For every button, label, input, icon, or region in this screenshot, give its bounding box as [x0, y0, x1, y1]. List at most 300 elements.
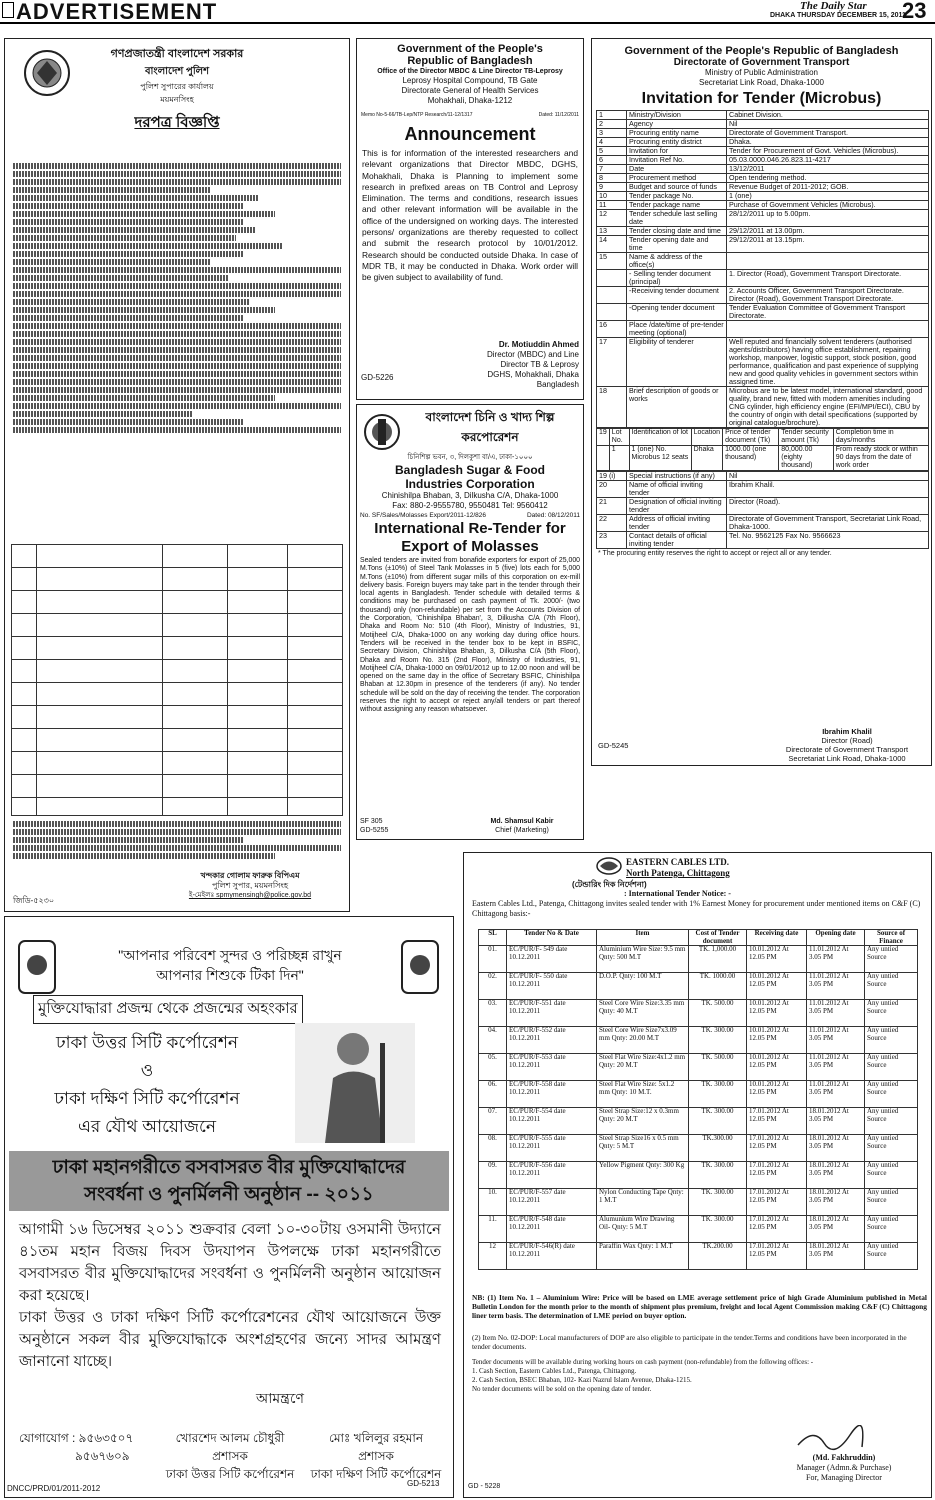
row-value: 1. Director (Road), Government Transport Directorate.: [727, 270, 929, 287]
row-value: Tender for Procurement of Govt. Vehicles (Microbus).: [727, 147, 929, 156]
row-value: 29/12/2011 at 13.00pm.: [727, 227, 929, 236]
table-header-cell: Source of Finance: [865, 930, 918, 946]
bsfic-ref-no: No. SF/Sales/Molasses Export/2011-12/826: [360, 512, 486, 519]
table-cell: 18.01.2012 At 3.05 PM: [807, 1108, 865, 1135]
table-cell: Steel Strap Size:12 x 0.3mm Qnty: 20 M.T: [597, 1108, 689, 1135]
table-cell: Any untied Source: [865, 1054, 918, 1081]
row-number: 2: [597, 120, 627, 129]
mbdc-code: GD-5226: [361, 373, 394, 382]
page-header: [0, 0, 935, 24]
table-cell: Location: [691, 429, 722, 446]
table-cell: 01.: [479, 946, 507, 973]
cables-sign-for: For, Managing Director: [806, 1473, 882, 1482]
transport-sign-line: Directorate of Government Transport: [785, 745, 909, 754]
transport-note-text: The procuring entity reserves the right to accept or reject all or any tender.: [602, 550, 832, 557]
cables-bn-note: (টেন্ডারিং দিক নির্দেশনা): [572, 880, 647, 889]
table-row: [479, 1054, 918, 1081]
cables-bullets: [472, 1358, 927, 1394]
bsfic-body: Sealed tenders are invited from bonafide exporters for export of 25,000 M.Tons (±10%) of Steel Tank Molasses in 5 (five) lots each for 5,000 M.Tons (±10%) from different sugar mills of this corporation on ex-mill delivery basis. Foreign buyers may take part in the tender through their local agents in Bangladesh. Tender schedule with detailed terms & conditions may be purchased on cash payment of Tk. 2000/- (two thousand) only (non-refundable) per set from the Accounts Division of the Corporation, 'Chinishilpa Bhaban', 3, Dilkusha C/A (7th Floor), Dhaka and Room No: 510 (4th Floor), Ministry of Industries, 91, Motijheel C/A, Dhaka-1000 on any working day during office hours. Tenders will be received in the tender box to be kept in BSFIC, Secretary Division, Chinishilpa Bhaban, 3, Dilkusha C/A (5th Floor), Dhaka and Room No. 315 (2nd Floor), Ministry of Industries, 91, Motijheel C/A, Dhaka-1000 on 09/01/2012 up to 12.00 noon and will be opened on the same day in the office of Secretary BSFIC, Chinishilpa Bhaban at 12.30pm in presence of the tenderers (if any). No tender schedule will be sold on the day of receiving the tender. The corporation reserves the right to accept or reject any/all tenders or part thereof without assigning any reason whatsoever.: [360, 557, 580, 714]
dncc-and: ও: [140, 1061, 154, 1080]
bsfic-name-1: Bangladesh Sugar & Food: [394, 463, 545, 477]
table-cell: Any untied Source: [865, 973, 918, 1000]
table-cell: 10.01.2012 At 12.05 PM: [747, 1081, 807, 1108]
table-cell: 11.01.2012 At 3.05 PM: [807, 1054, 865, 1081]
bsfic-name-2: Industries Corporation: [405, 477, 535, 491]
row-field: Address of official inviting tender: [627, 515, 727, 532]
tender-row: [597, 253, 929, 270]
table-header-cell: Receiving date: [747, 930, 807, 946]
table-header-cell: Opening date: [807, 930, 865, 946]
table-row: [479, 1081, 918, 1108]
row-field: Date: [627, 165, 727, 174]
row-number: 9: [597, 183, 627, 192]
table-cell: 18.01.2012 At 3.05 PM: [807, 1189, 865, 1216]
police-tender-title: দরপত্র বিজ্ঞপ্তি: [134, 114, 220, 131]
mbdc-body: This is for information of the interested researchers and relevant organizations that Director MBDC, DGHS, Mohakhali, Dhaka is Planning to implement some research in prefixed areas on TB Control and Leprosy Elimination. The terms and conditions, research issues and other relevant information will be available in the office of the undersigned on working days. The interested persons/ organizations are thereby requested to collect and submit the research protocol by 10/01/2012. Research should be conducted outside Dhaka. In case of MDR TB, it may be conducted in Dhaka. Work order will be given subject to availability of fund.: [362, 148, 578, 283]
eastern-cables-logo-icon: [596, 857, 622, 875]
transport-tender-table: [596, 110, 929, 428]
bsfic-dated: Dated: 08/12/2011: [526, 512, 580, 519]
bsfic-bn-name-1: বাংলাদেশ চিনি ও খাদ্য শিল্প: [425, 410, 555, 424]
bsfic-codes: [360, 817, 388, 835]
tender-row: [597, 338, 929, 387]
police-govt-line: গণপ্রজাতন্ত্রী বাংলাদেশ সরকার: [110, 48, 244, 60]
row-number: [597, 270, 627, 287]
row-number: 22: [597, 515, 627, 532]
table-row: [479, 1162, 918, 1189]
table-cell: 11.01.2012 At 3.05 PM: [807, 1081, 865, 1108]
cables-code: GD - 5228: [468, 1483, 501, 1490]
table-cell: 17.01.2012 At 12.05 PM: [747, 1243, 807, 1270]
table-cell: EC/PUR/F-548 date 10.12.2011: [507, 1216, 597, 1243]
police-code: জিডি-৫২৩০: [13, 896, 55, 905]
row-value: 2. Accounts Officer, Government Transport Directorate. Director (Road), Government Transport Directorate.: [727, 287, 929, 304]
police-sign-name: খন্দকার গোলাম ফারুক বিপিএম: [200, 871, 300, 880]
row-value: Director (Road).: [727, 498, 929, 515]
table-cell: Identification of lot: [629, 429, 691, 446]
table-cell: Nylon Conducting Tape Qnty: 1 M.T: [597, 1189, 689, 1216]
table-row: [479, 1189, 918, 1216]
table-cell: Any untied Source: [865, 1216, 918, 1243]
row-field: Agency: [627, 120, 727, 129]
table-header-cell: Item: [597, 930, 689, 946]
table-cell: 18.01.2012 At 3.05 PM: [807, 1135, 865, 1162]
table-cell: Aluminium Wire Size: 9.5 mm Qnty: 500 M.T: [597, 946, 689, 973]
bsfic-fax: Fax: 880-2-9555780, 9550481 Tel: 9560412: [392, 501, 548, 510]
row-number: 21: [597, 498, 627, 515]
table-cell: Dhaka: [691, 446, 722, 471]
table-cell: 19: [597, 429, 610, 446]
row-field: Place /date/time of pre-tender meeting (optional): [627, 321, 727, 338]
row-field: Invitation for: [627, 147, 727, 156]
table-header-cell: Tender No & Date: [507, 930, 597, 946]
row-value: Revenue Budget of 2011-2012; GOB.: [727, 183, 929, 192]
mbdc-address-3: Mohakhali, Dhaka-1212: [427, 96, 513, 105]
dateline: DHAKA THURSDAY DECEMBER 15, 2011: [770, 12, 906, 19]
row-value: 29/12/2011 at 13.15pm.: [727, 236, 929, 253]
dncc-sign-south-org: ঢাকা দক্ষিণ সিটি কর্পোরেশন: [310, 1467, 442, 1481]
table-cell: 10.01.2012 At 12.05 PM: [747, 1027, 807, 1054]
cables-bullet-3: 2. Cash Section, BSEC Bhaban, 102- Kazi Nazrul Islam Avenue, Dhaka-1215.: [472, 1376, 692, 1384]
row-number: 10: [597, 192, 627, 201]
row-value: Tel. No. 9562125 Fax No. 9566623: [727, 532, 929, 549]
bsfic-bn-address: চিনিশিল্প ভবন, ৩, দিলকুশা বা/এ, ঢাকা-১০০০: [407, 454, 533, 461]
table-cell: Price of tender document (Tk): [723, 429, 779, 446]
row-field: Procuring entity district: [627, 138, 727, 147]
table-cell: Lot No.: [609, 429, 629, 446]
police-sign-title: পুলিশ সুপার, ময়মনসিংহ: [211, 881, 289, 890]
table-row: [479, 1027, 918, 1054]
table-cell: TK. 300.00: [689, 1162, 747, 1189]
table-cell: 06.: [479, 1081, 507, 1108]
tender-row: [597, 481, 929, 498]
dncc-banner-line-2: সংবর্ধনা ও পুনর্মিলনী অনুষ্ঠান -- ২০১১: [84, 1184, 374, 1205]
bsfic-sf-code: SF 305: [360, 818, 383, 825]
table-row: [479, 1000, 918, 1027]
transport-address: Secretariat Link Road, Dhaka-1000: [699, 78, 824, 87]
row-field: Tender package No.: [627, 192, 727, 201]
cables-bullet-4: No tender documents will be sold on the opening date of tender.: [472, 1385, 652, 1393]
mbdc-address-2: Directorate General of Health Services: [401, 86, 539, 95]
table-cell: 11.01.2012 At 3.05 PM: [807, 946, 865, 973]
mbdc-sign-name: Dr. Motiuddin Ahmed: [498, 340, 579, 349]
row-field: Brief description of goods or works: [627, 387, 727, 428]
row-value: Open tendering method.: [727, 174, 929, 183]
table-cell: 03.: [479, 1000, 507, 1027]
row-field: Tender package name: [627, 201, 727, 210]
cables-bullet-2: 1. Cash Section, Eastern Cables Ltd., Patenga, Chittagong.: [472, 1367, 637, 1375]
cables-nb-2: (2) Item No. 02-DOP: Local manufacturers of DOP are also eligible to participate in the tender.Terms and conditions have been incorporated in the tender documents.: [472, 1333, 907, 1351]
row-value: [727, 321, 929, 338]
table-cell: Any untied Source: [865, 1000, 918, 1027]
mbdc-sign-line: Director TB & Leprosy: [500, 360, 579, 369]
tender-row: [597, 515, 929, 532]
cables-signature: [764, 1453, 924, 1483]
dncc-banner-line-1: ঢাকা মহানগরীতে বসবাসরত বীর মুক্তিযোদ্ধাদের: [52, 1157, 406, 1178]
row-number: 1: [597, 111, 627, 120]
transport-tender-table-2: [596, 471, 929, 549]
row-number: 18: [597, 387, 627, 428]
table-cell: TK.300.00: [689, 1135, 747, 1162]
table-cell: EC/PUR/F-551 date 10.12.2011: [507, 1000, 597, 1027]
table-cell: TK. 300.00: [689, 1027, 747, 1054]
row-value: 05.03.0000.046.26.823.11-4217: [727, 156, 929, 165]
dncc-para-2: ঢাকা উত্তর ও ঢাকা দক্ষিণ সিটি কর্পোরেশনের যৌথ আয়োজনে উক্ত অনুষ্ঠানে সকল বীর মুক্তিযোদ্ধাকে অংশগ্রহণের জন্যে সাদর আমন্ত্রণ জানানো যাচ্ছে।: [19, 1309, 441, 1370]
table-cell: 10.01.2012 At 12.05 PM: [747, 1000, 807, 1027]
table-cell: Any untied Source: [865, 1027, 918, 1054]
table-cell: 17.01.2012 At 12.05 PM: [747, 1162, 807, 1189]
bsfic-molasses-ad: [356, 404, 584, 840]
table-cell: Steel Flat Wire Size: 5x1.2 mm Qnty: 10 M.T.: [597, 1081, 689, 1108]
table-cell: Any untied Source: [865, 1135, 918, 1162]
bsfic-address: Chinishilpa Bhaban, 3, Dilkusha C/A, Dhaka-1000: [381, 491, 559, 500]
masthead-logo: [2, 2, 14, 18]
dncc-code: GD-5213: [407, 1479, 440, 1488]
police-org-line: বাংলাদেশ পুলিশ: [144, 66, 210, 77]
table-cell: EC/PUR/F- 549 date 10.12.2011: [507, 946, 597, 973]
dncc-emblem-left-icon: [17, 939, 57, 995]
table-cell: EC/PUR/F-546(R) date 10.12.2011: [507, 1243, 597, 1270]
dncc-sign-south-name: মোঃ খলিলুর রহমান: [328, 1431, 424, 1445]
transport-lot-table: [596, 428, 929, 471]
transport-sign-line: Director (Road): [821, 736, 873, 745]
row-value: Ibrahim Khalil.: [727, 481, 929, 498]
table-row: [479, 946, 918, 973]
police-email: ই-মেইলঃ spmymensingh@police.gov.bd: [188, 892, 312, 899]
mbdc-sign-line: Bangladesh: [536, 380, 579, 389]
table-cell: TK. 500.00: [689, 1054, 747, 1081]
row-number: [597, 304, 627, 321]
table-cell: D.O.P. Qnty: 100 M.T: [597, 973, 689, 1000]
bsfic-signature: [467, 817, 577, 835]
table-cell: 10.01.2012 At 12.05 PM: [747, 1054, 807, 1081]
row-value: Well reputed and financially solvent tenderers (authorised agents/distributors) having office establishment, repairing workshop, manpower, logistic support, stock position, good performance, qualification and past experience of supplying new and good quality vehicles in government sectors within assigned time.: [727, 338, 929, 387]
transport-sign-name: Ibrahim Khalil: [822, 727, 872, 736]
row-field: Special instructions (if any): [627, 472, 727, 481]
eastern-cables-ad: [463, 852, 932, 1498]
lot-table-row: [597, 446, 929, 471]
police-footer-notes: [13, 819, 341, 869]
table-cell: 10.01.2012 At 12.05 PM: [747, 946, 807, 973]
row-field: Eligibility of tenderer: [627, 338, 727, 387]
dncc-contact-2: ৯৫৬৭৬০৯: [75, 1449, 130, 1463]
dncc-invite: আমন্ত্রণে: [256, 1390, 304, 1406]
row-value: Tender Evaluation Committee of Government Transport Directorate.: [727, 304, 929, 321]
cables-signature-scribble: [794, 1425, 864, 1453]
row-field: - Selling tender document (principal): [627, 270, 727, 287]
tender-row: [597, 287, 929, 304]
row-number: 6: [597, 156, 627, 165]
row-number: 7: [597, 165, 627, 174]
table-cell: 18.01.2012 At 3.05 PM: [807, 1162, 865, 1189]
table-cell: EC/PUR/F-553 date 10.12.2011: [507, 1054, 597, 1081]
row-field: -Receiving tender document: [627, 287, 727, 304]
row-number: 8: [597, 174, 627, 183]
bsfic-logo-icon: [363, 413, 401, 451]
row-field: Procurement method: [627, 174, 727, 183]
tender-row: [597, 321, 929, 338]
cables-bullet-1: Tender documents will be available during working hours on cash payment (non-refundable) from the following offices: -: [472, 1358, 814, 1366]
dncc-celebration-ad: [4, 916, 454, 1498]
dncc-contact: [19, 1429, 133, 1465]
table-cell: Paraffin Wax Qnty: 1 M.T: [597, 1243, 689, 1270]
table-cell: Completion time in days/months: [833, 429, 928, 446]
transport-ministry: Ministry of Public Administration: [705, 68, 818, 77]
cables-place: North Patenga, Chittagong: [626, 868, 730, 878]
table-cell: TK. 1,000.00: [689, 946, 747, 973]
mbdc-org-line1: Government of the People's: [397, 43, 543, 55]
row-number: 11: [597, 201, 627, 210]
cables-tender-table: [478, 929, 918, 1270]
dncc-emblem-right-icon: [400, 939, 440, 995]
dncc-contact-1: যোগাযোগ : ৯৫৬৩৫০৭: [19, 1431, 134, 1445]
table-cell: 04.: [479, 1027, 507, 1054]
dncc-sign-south-title: প্রশাসক: [358, 1449, 394, 1463]
table-cell: Alumunium Wire Drawing Oil- Qnty: 5 M.T: [597, 1216, 689, 1243]
dncc-quote-1: "আপনার পরিবেশ সুন্দর ও পরিচ্ছন্ন রাখুন: [118, 947, 342, 963]
table-cell: 17.01.2012 At 12.05 PM: [747, 1135, 807, 1162]
dncc-banner: [9, 1151, 449, 1211]
table-cell: EC/PUR/F-555 date 10.12.2011: [507, 1135, 597, 1162]
table-cell: 11.01.2012 At 3.05 PM: [807, 1027, 865, 1054]
cables-sign-title: Manager (Admn.& Purchase): [796, 1463, 892, 1472]
row-field: Contact details of official inviting tender: [627, 532, 727, 549]
cables-sign-name: (Md. Fakhruddin): [812, 1453, 876, 1462]
dncc-ref: DNCC/PRD/01/2011-2012: [7, 1484, 101, 1493]
row-number: 14: [597, 236, 627, 253]
table-cell: EC/PUR/F-557 date 10.12.2011: [507, 1189, 597, 1216]
cables-nb-1: NB: (1) Item No. 1 – Aluminium Wire: Price will be based on LME average settlement price of high Grade Aluminium published in Metal Bulletin London for the month prior to the month of shipment plus premium, freight and local Agent Commission making C&F (C) Chittagong liner term basis. The determination of LME period on buyer option.: [472, 1293, 927, 1320]
table-cell: EC/PUR/F- 550 date 10.12.2011: [507, 973, 597, 1000]
mbdc-dated: Dated: 11/12/2011: [538, 112, 579, 118]
lot-table-header: [597, 429, 929, 446]
row-field: Tender schedule last selling date: [627, 210, 727, 227]
table-cell: Tender security amount (Tk): [779, 429, 833, 446]
police-tender-text: [13, 161, 341, 541]
row-field: Budget and source of funds: [627, 183, 727, 192]
bangladesh-police-emblem-icon: [23, 49, 71, 97]
row-value: Directorate of Government Transport.: [727, 129, 929, 138]
table-cell: 17.01.2012 At 12.05 PM: [747, 1108, 807, 1135]
bsfic-title-2: Export of Molasses: [401, 538, 539, 555]
tender-row: [597, 270, 929, 287]
table-row: [479, 1108, 918, 1135]
tender-row: [597, 236, 929, 253]
table-cell: Any untied Source: [865, 1108, 918, 1135]
table-cell: 11.01.2012 At 3.05 PM: [807, 973, 865, 1000]
transport-tender-ad: [591, 38, 932, 766]
dncc-sign-north: [155, 1429, 305, 1483]
row-value: 28/12/2011 up to 5.00pm.: [727, 210, 929, 227]
row-number: 3: [597, 129, 627, 138]
table-cell: TK. 500.00: [689, 1000, 747, 1027]
dncc-para-1: আগামী ১৬ ডিসেম্বর ২০১১ শুক্রবার বেলা ১০-৩০টায় ওসমানী উদ্যানে ৪১তম মহান বিজয় দিবস উদযাপন উপলক্ষে ঢাকা মহানগরীতে বসবাসরত বীর মুক্তিযোদ্ধাদের সংবর্ধনা ও পুনর্মিলনী অনুষ্ঠান আয়োজন করা হয়েছে।: [19, 1221, 441, 1304]
mbdc-announcement-ad: [356, 38, 584, 400]
tender-row: [597, 210, 929, 227]
row-value: Dhaka.: [727, 138, 929, 147]
table-cell: TK. 1000.00: [689, 973, 747, 1000]
row-value: Nil: [727, 120, 929, 129]
bsfic-sign-title: Chief (Marketing): [495, 827, 549, 834]
cables-name: EASTERN CABLES LTD.: [626, 857, 729, 867]
table-cell: Any untied Source: [865, 1081, 918, 1108]
police-tender-ad: [4, 38, 350, 912]
bsfic-sign-name: Md. Shamsul Kabir: [490, 818, 554, 825]
table-cell: TK. 300.00: [689, 1189, 747, 1216]
table-cell: 05.: [479, 1054, 507, 1081]
table-cell: 17.01.2012 At 12.05 PM: [747, 1216, 807, 1243]
mbdc-signature: [467, 340, 579, 390]
bsfic-title-1: International Re-Tender for: [374, 520, 566, 537]
transport-sign-line: Secretariat Link Road, Dhaka-1000: [788, 754, 906, 763]
transport-signature: [772, 727, 922, 763]
table-cell: 02.: [479, 973, 507, 1000]
table-cell: 12: [479, 1243, 507, 1270]
row-number: 23: [597, 532, 627, 549]
table-cell: TK. 300.00: [689, 1108, 747, 1135]
table-cell: [597, 446, 610, 471]
table-cell: 17.01.2012 At 12.05 PM: [747, 1189, 807, 1216]
mbdc-org-line2: Republic of Bangladesh: [407, 55, 533, 67]
tender-row: [597, 387, 929, 428]
table-cell: Yellow Pigment Qnty: 300 Kg: [597, 1162, 689, 1189]
mbdc-sign-line: DGHS, Mohakhali, Dhaka: [487, 370, 579, 379]
dncc-slogan: মুক্তিযোদ্ধারা প্রজন্ম থেকে প্রজন্মের অহংকার: [33, 995, 303, 1024]
table-cell: 18.01.2012 At 3.05 PM: [807, 1243, 865, 1270]
table-cell: 10.01.2012 At 12.05 PM: [747, 973, 807, 1000]
mbdc-sign-line: Director (MBDC) and Line: [486, 350, 579, 359]
row-field: Invitation Ref No.: [627, 156, 727, 165]
table-cell: 07.: [479, 1108, 507, 1135]
paper-name: The Daily Star: [800, 0, 867, 12]
row-value: [727, 253, 929, 270]
table-cell: Any untied Source: [865, 1162, 918, 1189]
table-header-cell: SL: [479, 930, 507, 946]
row-field: Name of official inviting tender: [627, 481, 727, 498]
table-row: [479, 1135, 918, 1162]
row-field: Procuring entity name: [627, 129, 727, 138]
cables-notice-title: : International Tender Notice: -: [624, 889, 731, 898]
mbdc-office: Office of the Director MBDC & Line Director TB-Leprosy: [377, 68, 563, 75]
row-value: Nil: [727, 472, 929, 481]
transport-title: Invitation for Tender (Microbus): [641, 90, 882, 107]
table-cell: Steel Strap Size16 x 0.5 mm Qnty: 5 M.T: [597, 1135, 689, 1162]
table-cell: TK. 300.00: [689, 1081, 747, 1108]
row-field: Designation of official inviting tender: [627, 498, 727, 515]
row-value: Directorate of Government Transport, Secretariat Link Road, Dhaka-1000.: [727, 515, 929, 532]
row-number: [597, 287, 627, 304]
table-row: [479, 1216, 918, 1243]
table-header-cell: Cost of Tender document: [689, 930, 747, 946]
table-cell: TK.200.00: [689, 1243, 747, 1270]
table-row: [479, 1243, 918, 1270]
table-cell: EC/PUR/F-558 date 10.12.2011: [507, 1081, 597, 1108]
mbdc-title: Announcement: [404, 124, 536, 144]
row-number: 15: [597, 253, 627, 270]
row-value: Cabinet Division.: [727, 111, 929, 120]
table-cell: Steel Core Wire Size:3.35 mm Qnty: 40 M.T: [597, 1000, 689, 1027]
table-cell: Steel Core Wire Size7x3.09 mm Qnty: 20.00 M.T: [597, 1027, 689, 1054]
row-value: Microbus are to be latest model, international standard, good quality, brand new, fitted with modern amenities including CNG cylinder, high efficiency engine (EFI/MPI/ECI), CBU by the country of origin with detail specifications (supported by original catalogue/brochure).: [727, 387, 929, 428]
table-cell: EC/PUR/F-554 date 10.12.2011: [507, 1108, 597, 1135]
table-row: [479, 973, 918, 1000]
table-cell: EC/PUR/F-552 date 10.12.2011: [507, 1027, 597, 1054]
table-cell: TK. 300.00: [689, 1216, 747, 1243]
table-cell: Any untied Source: [865, 1243, 918, 1270]
row-number: 5: [597, 147, 627, 156]
tender-row: [597, 532, 929, 549]
table-cell: 1: [609, 446, 629, 471]
freedom-fighter-illustration: [295, 1023, 415, 1143]
dncc-sign-north-org: ঢাকা উত্তর সিটি কর্পোরেশন: [165, 1467, 295, 1481]
row-value: 1 (one): [727, 192, 929, 201]
transport-code: GD-5245: [598, 741, 629, 750]
dncc-sign-north-title: প্রশাসক: [212, 1449, 248, 1463]
row-value: 13/12/2011: [727, 165, 929, 174]
bsfic-gd-code: GD-5255: [360, 827, 389, 834]
dncc-joint: এর যৌথ আয়োজনে: [77, 1117, 217, 1136]
table-cell: Any untied Source: [865, 946, 918, 973]
police-office-line: পুলিশ সুপারের কার্যালয়: [140, 82, 214, 91]
dncc-quote-2: আপনার শিশুকে টিকা দিন": [156, 967, 304, 983]
tender-row: [597, 304, 929, 321]
police-signature: [155, 871, 345, 901]
table-cell: 1 (one) No. Microbus 12 seats: [629, 446, 691, 471]
table-cell: Any untied Source: [865, 1189, 918, 1216]
cables-table-header: [479, 930, 918, 946]
mbdc-address-1: Leprosy Hospital Compound, TB Gate: [402, 76, 538, 85]
row-number: 20: [597, 481, 627, 498]
